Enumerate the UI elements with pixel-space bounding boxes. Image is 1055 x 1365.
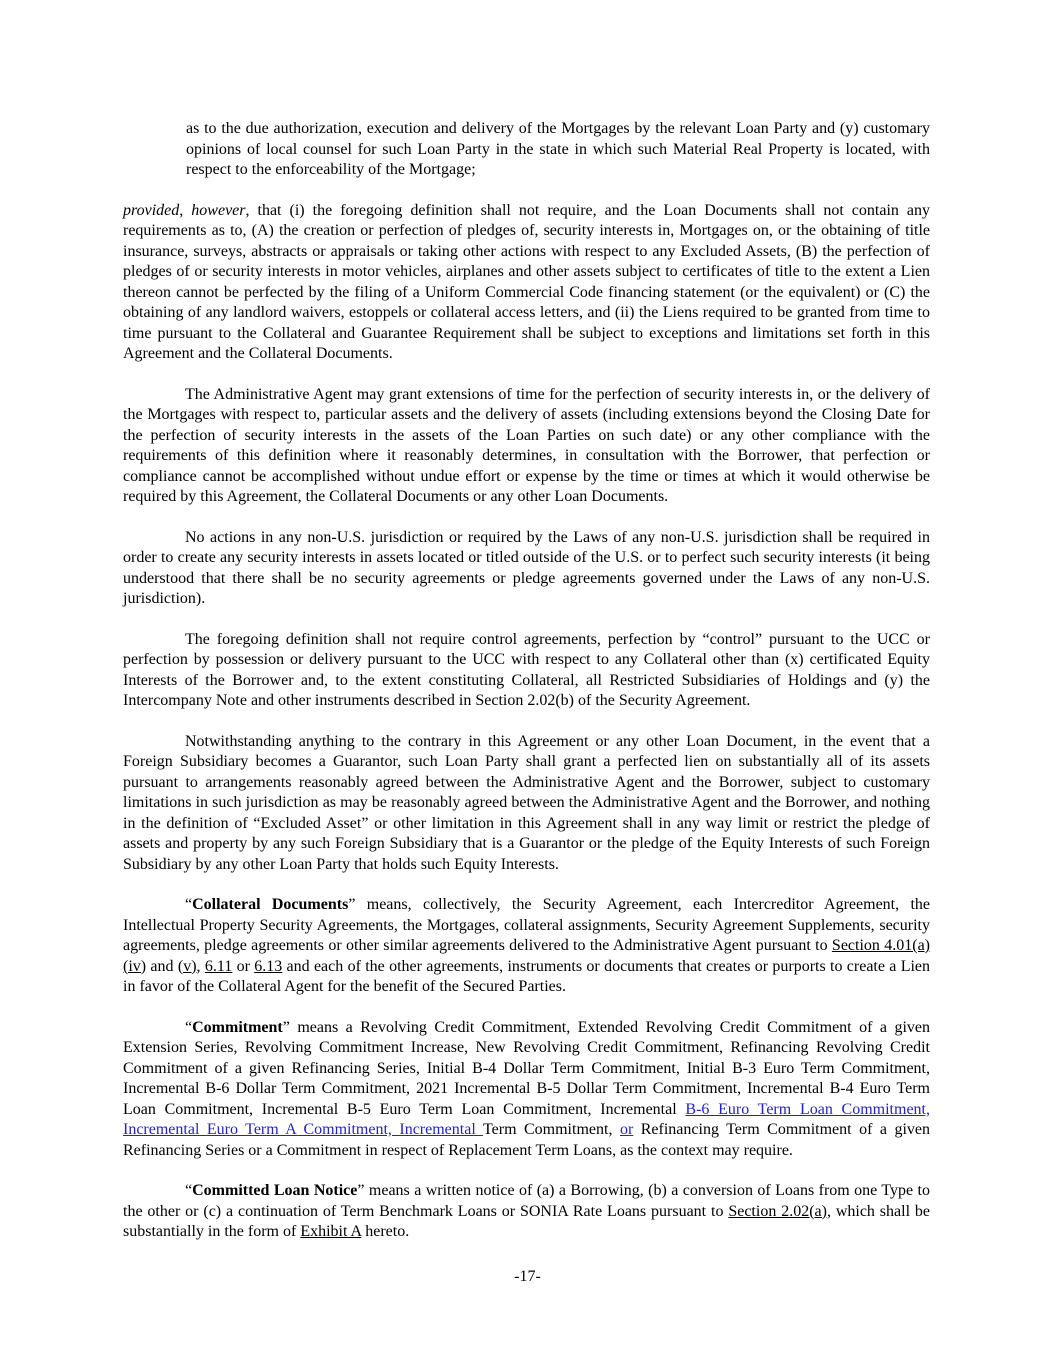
text-run: however (191, 201, 246, 219)
page-number: -17- (514, 1267, 541, 1285)
text-run: Committed Loan Notice (192, 1182, 358, 1199)
paragraph (123, 732, 930, 876)
paragraph (123, 895, 930, 998)
text-run: The foregoing definition shall not require control agreements, perfection by “control” pursuant to the UCC or perfection by possession or delivery pursuant to the UCC with respect to any Collateral other than (x) certificated Equity Interests of the Borrower and, to the extent constituting Collateral, all Restricted Subsidiaries of Holdings and (y) the Intercompany Note and other instruments described in Section 2.02(b) of the Security Agreement. (123, 630, 930, 709)
paragraph (123, 385, 930, 508)
text-run: No actions in any non-U.S. jurisdiction or required by the Laws of any non-U.S. jurisdiction shall be required in order to create any security interests in assets located or titled outside of the U.S. or to perfect such security interests (it being understood that there shall be no security agreements or pledge agreements governed under the Laws of any non-U.S. jurisdiction). (123, 528, 930, 607)
text-run: and (146, 957, 178, 975)
text-run: , (196, 957, 205, 975)
text-run: hereto. (361, 1223, 410, 1240)
inserted-text: or (619, 1121, 634, 1138)
paragraph (123, 630, 930, 712)
text-run: as to the due authorization, execution and delivery of the Mortgages by the relevant Loan Party and (y) customary opinions of local counsel for such Loan Party in the state in which such Material Real Property is located, with respect to the enforceability of the Mortgage; (186, 120, 930, 178)
paragraph (123, 1181, 930, 1243)
text-run: ” means a Revolving Credit Commitment, Extended Revolving Credit Commitment of a given Extension Series, Revolving Commitment Increase, New Revolving Credit Commitment, Refinancing Revolving Credit Commitment of a given Refinancing Series, Initial B-4 Dollar Term Commitment, Initial B-3 Euro Term Commitment, Incremental B-6 Dollar Term Commitment, 2021 Incremental B-5 Dollar Term Commitment, Incremental B-4 Euro Term Loan Commitment, Incremental B-5 Euro Term Loan Commitment, Incremental (123, 1018, 930, 1118)
reference-link[interactable]: Section 4.01(a)(iv) (123, 937, 931, 975)
text-run: provided (123, 201, 180, 219)
reference-link[interactable]: Section 2.02(a) (728, 1202, 827, 1220)
text-run: Notwithstanding anything to the contrary in this Agreement or any other Loan Document, in the event that a Foreign Subsidiary becomes a Guarantor, such Loan Party shall grant a perfected lien on substantially all of its assets pursuant to arrangements reasonably agreed between the Administrative Agent and the Borrower, subject to customary limitations in such jurisdiction as may be reasonably agreed between the Administrative Agent and the Borrower, and nothing in the definition of “Excluded Asset” or other limitation in this Agreement shall in any way limit or restrict the pledge of assets and property by any such Foreign Subsidiary that is a Guarantor or the pledge of the Equity Interests of such Foreign Subsidiary by any other Loan Party that holds such Equity Interests. (123, 732, 930, 873)
text-run: Commitment (192, 1018, 283, 1036)
text-run: and each of the other agreements, instruments or documents that creates or purports to create a Lien in favor of the Collateral Agent for the benefit of the Secured Parties. (123, 957, 931, 995)
text-run: or (232, 957, 255, 975)
document-body (123, 119, 930, 1243)
inserted-text: B-6 Euro Term Loan Commitment, Incremental Euro Term A Commitment, Incremental (123, 1100, 930, 1138)
text-run: ” means, collectively, the Security Agreement, each Intercreditor Agreement, the Intellectual Property Security Agreements, the Mortgages, collateral assignments, Security Agreement Supplements, security agreements, pledge agreements or other similar agreements delivered to the Administrative Agent pursuant to (123, 896, 930, 954)
paragraph (123, 1018, 930, 1162)
text-run: “ (185, 1018, 193, 1036)
text-run: The Administrative Agent may grant extensions of time for the perfection of security interests in, or the delivery of the Mortgages with respect to, particular assets and the delivery of assets (including extensions beyond the Closing Date for the perfection of security interests in the assets of the Loan Parties on such date) or any other compliance with the requirements of this definition where it reasonably determines, in consultation with the Borrower, that perfection or compliance cannot be accomplished without undue effort or expense by the time or times at which it would otherwise be required by this Agreement, the Collateral Documents or any other Loan Documents. (123, 385, 930, 505)
text-run: , that (i) the foregoing definition shall not require, and the Loan Documents shall not contain any requirements as to, (A) the creation or perfection of pledges of, security interests in, Mortgages on, or the obtaining of title insurance, surveys, abstracts or appraisals or taking other actions with respect to any Excluded Assets, (B) the perfection of pledges of or security interests in motor vehicles, airplanes and other assets subject to certificates of title to the extent a Lien thereon cannot be perfected by the filing of a Uniform Commercial Code financing statement (or the equivalent) or (C) the obtaining of any landlord waivers, estoppels or collateral access letters, and (ii) the Liens required to be granted from time to time pursuant to the Collateral and Guarantee Requirement shall be subject to exceptions and limitations set forth in this Agreement and the Collateral Documents. (123, 201, 931, 362)
paragraph (123, 201, 930, 365)
text-run: Term Commitment, (482, 1121, 620, 1138)
text-run: “ (185, 896, 193, 913)
text-run: “ (185, 1182, 193, 1199)
reference-link[interactable]: (v) (177, 957, 197, 975)
reference-link[interactable]: 6.11 (204, 957, 233, 975)
reference-link[interactable]: Exhibit A (300, 1223, 362, 1240)
text-run: ” means a written notice of (a) a Borrowing, (b) a conversion of Loans from one Type to the other or (c) a continuation of Term Benchmark Loans or SONIA Rate Loans pursuant to (123, 1182, 931, 1220)
paragraph (123, 528, 930, 610)
reference-link[interactable]: 6.13 (254, 957, 283, 975)
paragraph (186, 119, 930, 181)
text-run: Refinancing Term Commitment of a given Refinancing Series or a Commitment in respect of Replacement Term Loans, as the context may require. (123, 1121, 931, 1159)
text-run: Collateral Documents (192, 896, 349, 913)
text-run: , (179, 201, 192, 219)
text-run: , which shall be substantially in the form of (123, 1202, 930, 1240)
